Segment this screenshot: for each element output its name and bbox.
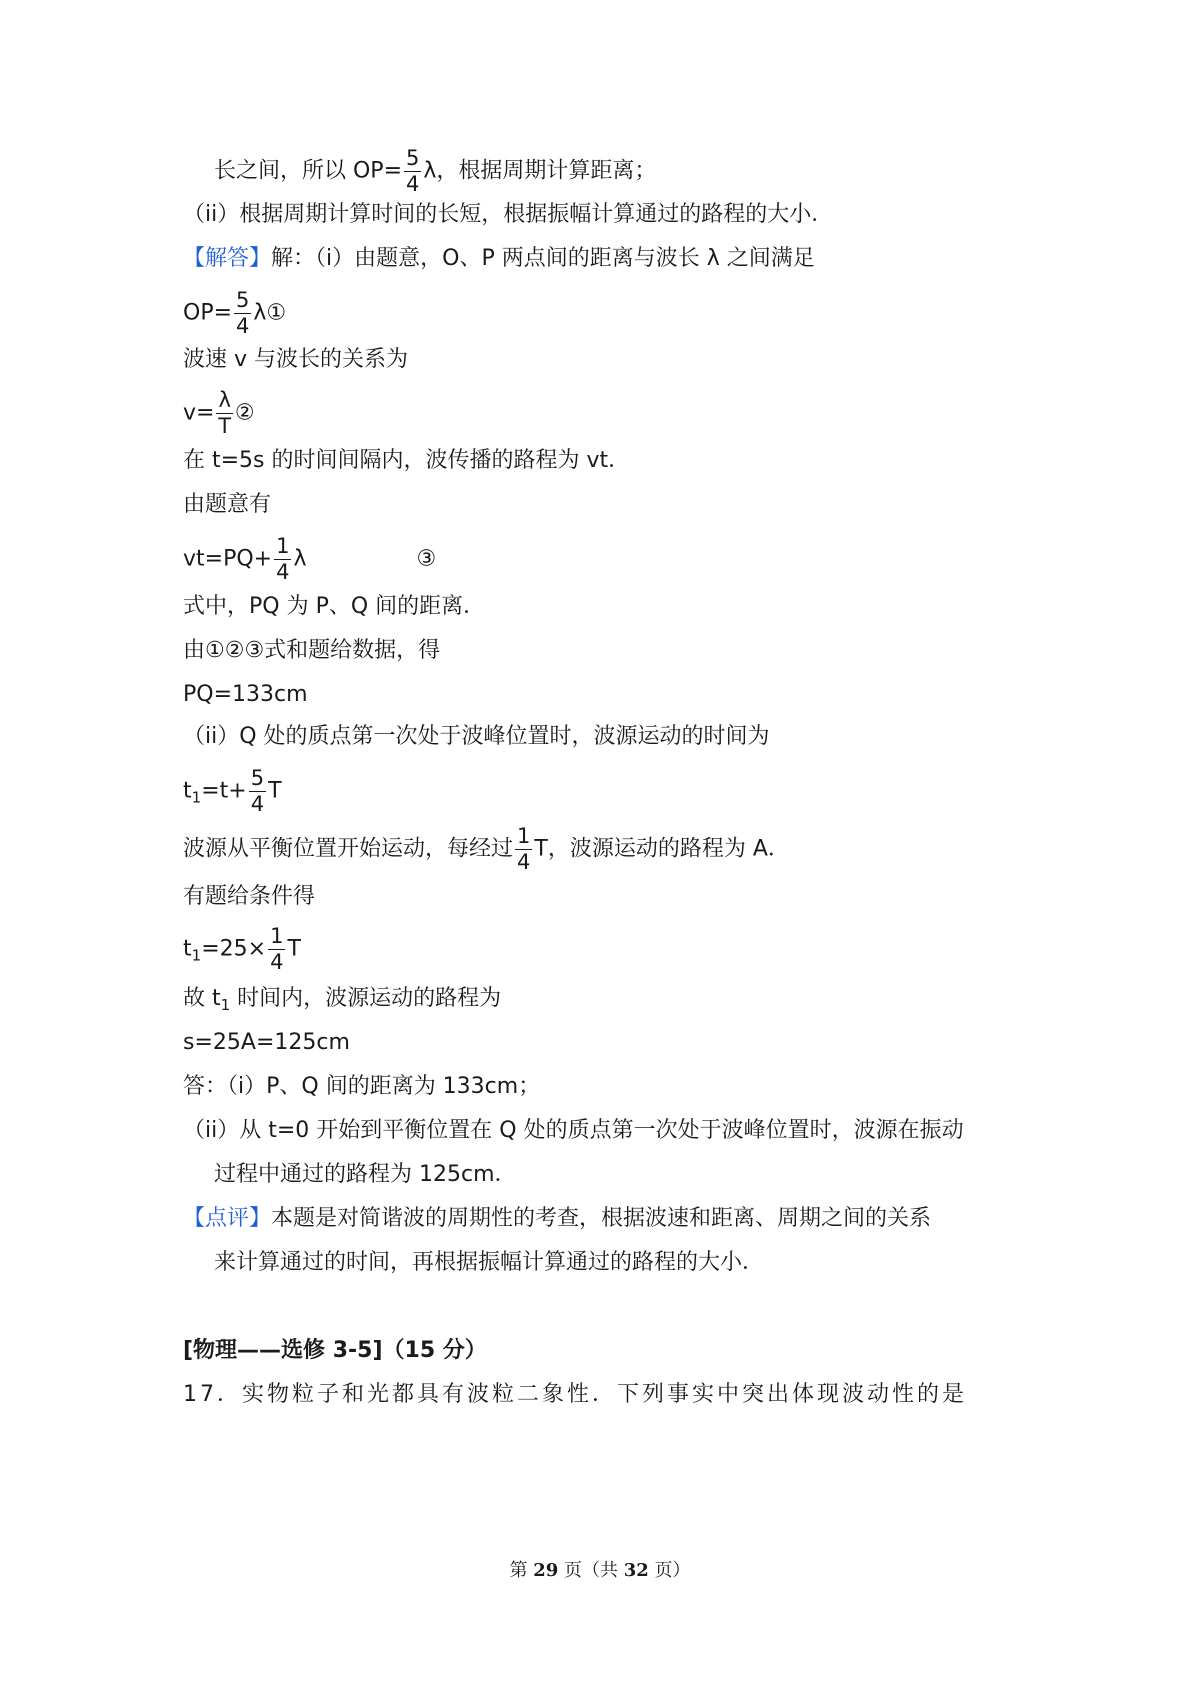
- page-number: 29: [533, 1560, 559, 1581]
- text-segment: 解：（i）由题意，O、P 两点间的距离与波长 λ 之间满足: [271, 246, 815, 271]
- denominator: 4: [236, 314, 250, 338]
- equation-line: [183, 290, 286, 337]
- text-segment: v=: [183, 400, 215, 426]
- fraction: [268, 926, 285, 973]
- footer-text: 第: [509, 1560, 534, 1581]
- fraction: [249, 768, 266, 815]
- denominator: 4: [250, 792, 265, 816]
- answer-tag: 【解答】: [183, 246, 272, 271]
- text-segment: vt=PQ+: [183, 546, 273, 572]
- text-segment: 故 t: [183, 986, 221, 1011]
- text-segment: T，波源运动的路程为 A．: [534, 836, 790, 862]
- text-segment: 长之间，所以 OP=: [214, 158, 403, 184]
- text-line: 在 t=5s 的时间间隔内，波传播的路程为 vt．: [183, 448, 631, 473]
- equation-number: ③: [416, 546, 437, 572]
- text-segment: =t+: [201, 778, 247, 804]
- subscript: 1: [220, 996, 231, 1014]
- page-footer: [0, 1556, 1200, 1582]
- text-segment: λ，根据周期计算距离；: [423, 158, 657, 184]
- text-segment: λ①: [253, 300, 287, 326]
- denominator: 4: [517, 850, 531, 874]
- text-segment: t: [183, 778, 192, 804]
- text-line: [183, 826, 790, 873]
- equation-line: [183, 926, 301, 973]
- subscript: 1: [191, 788, 202, 807]
- text-line: 由①②③式和题给数据，得: [183, 638, 441, 663]
- page-total: 32: [623, 1560, 649, 1581]
- footer-text: 页（共: [558, 1560, 624, 1581]
- text-line: 由题意有: [183, 492, 272, 517]
- text-line: 过程中通过的路程为 125cm．: [214, 1162, 517, 1187]
- denominator: 4: [406, 172, 420, 196]
- denominator: 4: [276, 560, 290, 584]
- text-segment: =25×: [201, 936, 267, 962]
- section-heading: [物理——选修 3-5]（15 分）: [183, 1338, 487, 1363]
- numerator: 1: [517, 824, 531, 848]
- fraction: [216, 390, 232, 437]
- text-segment: t: [183, 936, 192, 962]
- text-line: s=25A=125cm: [183, 1030, 350, 1055]
- text-line: [183, 1204, 931, 1234]
- text-line: [214, 148, 656, 195]
- text-segment: 波源从平衡位置开始运动，每经过: [183, 836, 514, 862]
- fraction: [404, 148, 421, 195]
- equation-line: [183, 768, 282, 815]
- fraction: [274, 536, 291, 583]
- fraction: [234, 290, 251, 337]
- numerator: 1: [270, 924, 284, 948]
- text-line: （ii）根据周期计算时间的长短，根据振幅计算通过的路程的大小．: [183, 202, 834, 227]
- subscript: 1: [191, 946, 202, 965]
- numerator: λ: [218, 388, 231, 412]
- equation-line: [183, 536, 436, 583]
- numerator: 5: [250, 766, 265, 790]
- text-line: 式中，PQ 为 P、Q 间的距离．: [183, 594, 486, 619]
- comment-tag: 【点评】: [183, 1206, 272, 1231]
- text-segment: ②: [234, 400, 255, 426]
- text-segment: T: [287, 936, 301, 962]
- text-segment: λ: [293, 546, 307, 572]
- footer-text: 页）: [648, 1560, 691, 1581]
- text-line: 波速 v 与波长的关系为: [183, 347, 409, 372]
- numerator: 5: [236, 288, 250, 312]
- equation-line: [183, 390, 255, 437]
- text-line: 来计算通过的时间，再根据振幅计算通过的路程的大小．: [214, 1250, 765, 1275]
- numerator: 1: [276, 534, 290, 558]
- text-line: 答：（i）P、Q 间的距离为 133cm；: [183, 1074, 541, 1099]
- text-line: [183, 984, 501, 1020]
- text-line: [183, 244, 815, 274]
- text-line: PQ=133cm: [183, 682, 308, 707]
- text-segment: 本题是对简谐波的周期性的考查，根据波速和距离、周期之间的关系: [271, 1206, 932, 1231]
- question-line: 17．实物粒子和光都具有波粒二象性．下列事实中突出体现波动性的是: [183, 1382, 967, 1407]
- denominator: T: [218, 414, 232, 438]
- text-line: （ii）Q 处的质点第一次处于波峰位置时，波源运动的时间为: [183, 724, 770, 749]
- text-line: （ii）从 t=0 开始到平衡位置在 Q 处的质点第一次处于波峰位置时，波源在振动: [183, 1118, 964, 1143]
- text-segment: 时间内，波源运动的路程为: [230, 986, 502, 1011]
- denominator: 4: [270, 950, 284, 974]
- text-segment: T: [268, 778, 282, 804]
- text-line: 有题给条件得: [183, 884, 316, 909]
- numerator: 5: [406, 146, 420, 170]
- text-segment: OP=: [183, 300, 233, 326]
- fraction: [515, 826, 532, 873]
